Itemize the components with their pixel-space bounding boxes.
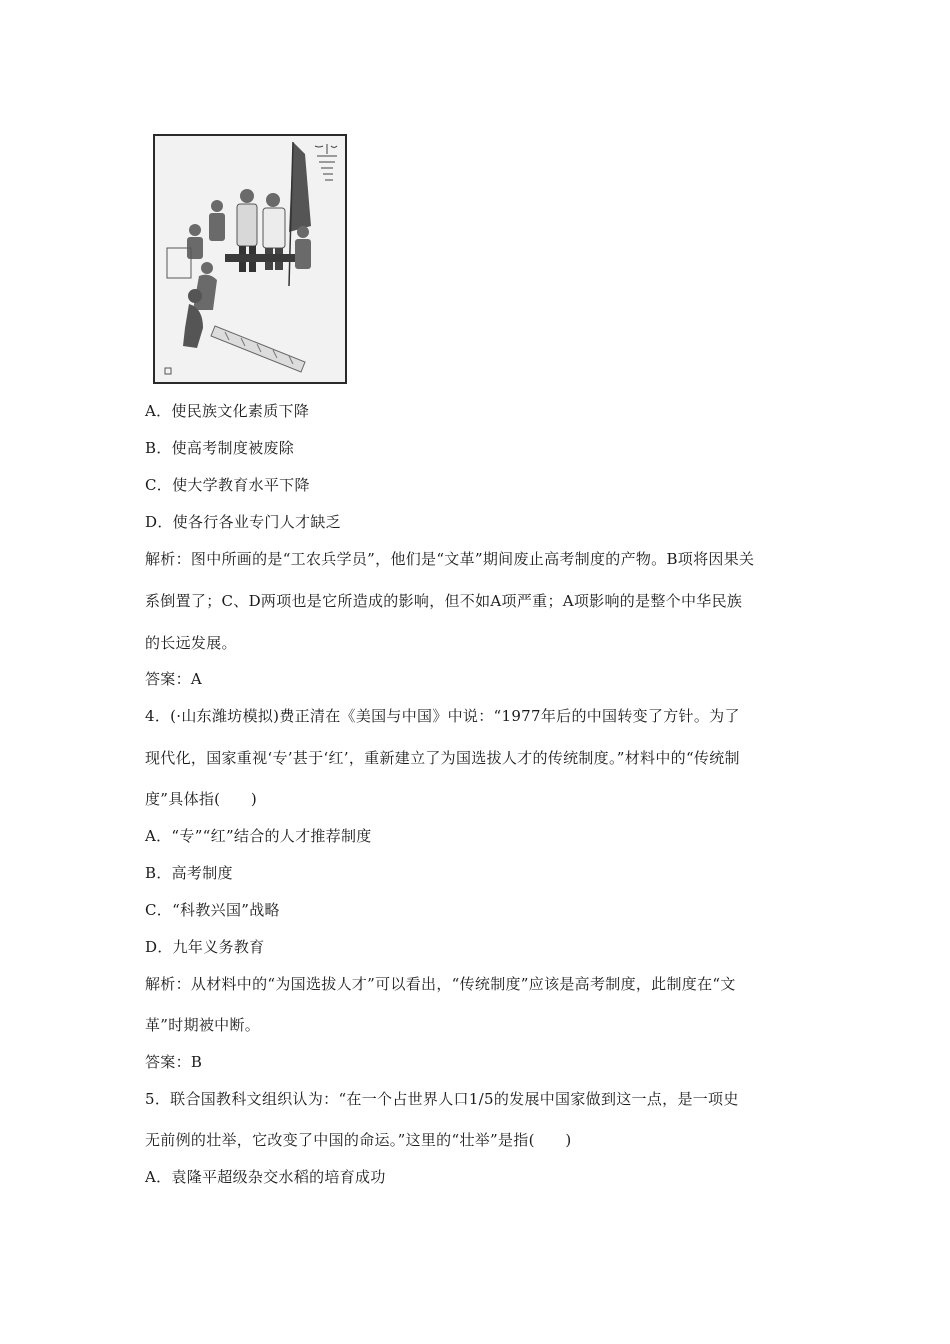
q4-answer: 答案：B (145, 1053, 203, 1071)
q3-option-c: C．使大学教育水平下降 (145, 476, 310, 494)
q3-analysis-line-1: 解析：图中所画的是“工农兵学员”，他们是“文革”期间废止高考制度的产物。B项将因果关 (145, 550, 755, 568)
q5-stem-line-2: 无前例的壮举，它改变了中国的命运。”这里的“壮举”是指( ) (145, 1131, 572, 1149)
q4-analysis-line-2: 革”时期被中断。 (145, 1016, 261, 1034)
q4-stem-line-3: 度”具体指( ) (145, 790, 258, 808)
q3-analysis-line-2: 系倒置了；C、D两项也是它所造成的影响，但不如A项严重；A项影响的是整个中华民族 (145, 592, 743, 610)
q3-analysis-line-3: 的长远发展。 (145, 634, 237, 652)
q4-stem-line-1: 4．(·山东潍坊模拟)费正清在《美国与中国》中说：“1977年后的中国转变了方针。为了 (145, 707, 740, 725)
q4-option-a: A．“专”“红”结合的人才推荐制度 (145, 827, 372, 845)
worker-peasant-soldier-students-illustration (153, 134, 347, 384)
q3-option-d: D．使各行各业专门人才缺乏 (145, 513, 341, 531)
q4-stem-line-2: 现代化，国家重视‘专’甚于‘红’，重新建立了为国选拔人才的传统制度。”材料中的“传统制 (145, 749, 740, 767)
q5-option-a: A．袁隆平超级杂交水稻的培育成功 (145, 1168, 386, 1186)
q3-option-a: A．使民族文化素质下降 (145, 402, 310, 420)
q4-analysis-line-1: 解析：从材料中的“为国选拔人才”可以看出，“传统制度”应该是高考制度，此制度在“文 (145, 975, 736, 993)
illustration-image (155, 136, 345, 382)
q3-option-b: B．使高考制度被废除 (145, 439, 295, 457)
q4-option-d: D．九年义务教育 (145, 938, 265, 956)
q4-option-b: B．高考制度 (145, 864, 233, 882)
q5-stem-line-1: 5．联合国教科文组织认为：“在一个占世界人口1/5的发展中国家做到这一点，是一项史 (145, 1090, 739, 1108)
q3-answer: 答案：A (145, 670, 203, 688)
q4-option-c: C．“科教兴国”战略 (145, 901, 280, 919)
